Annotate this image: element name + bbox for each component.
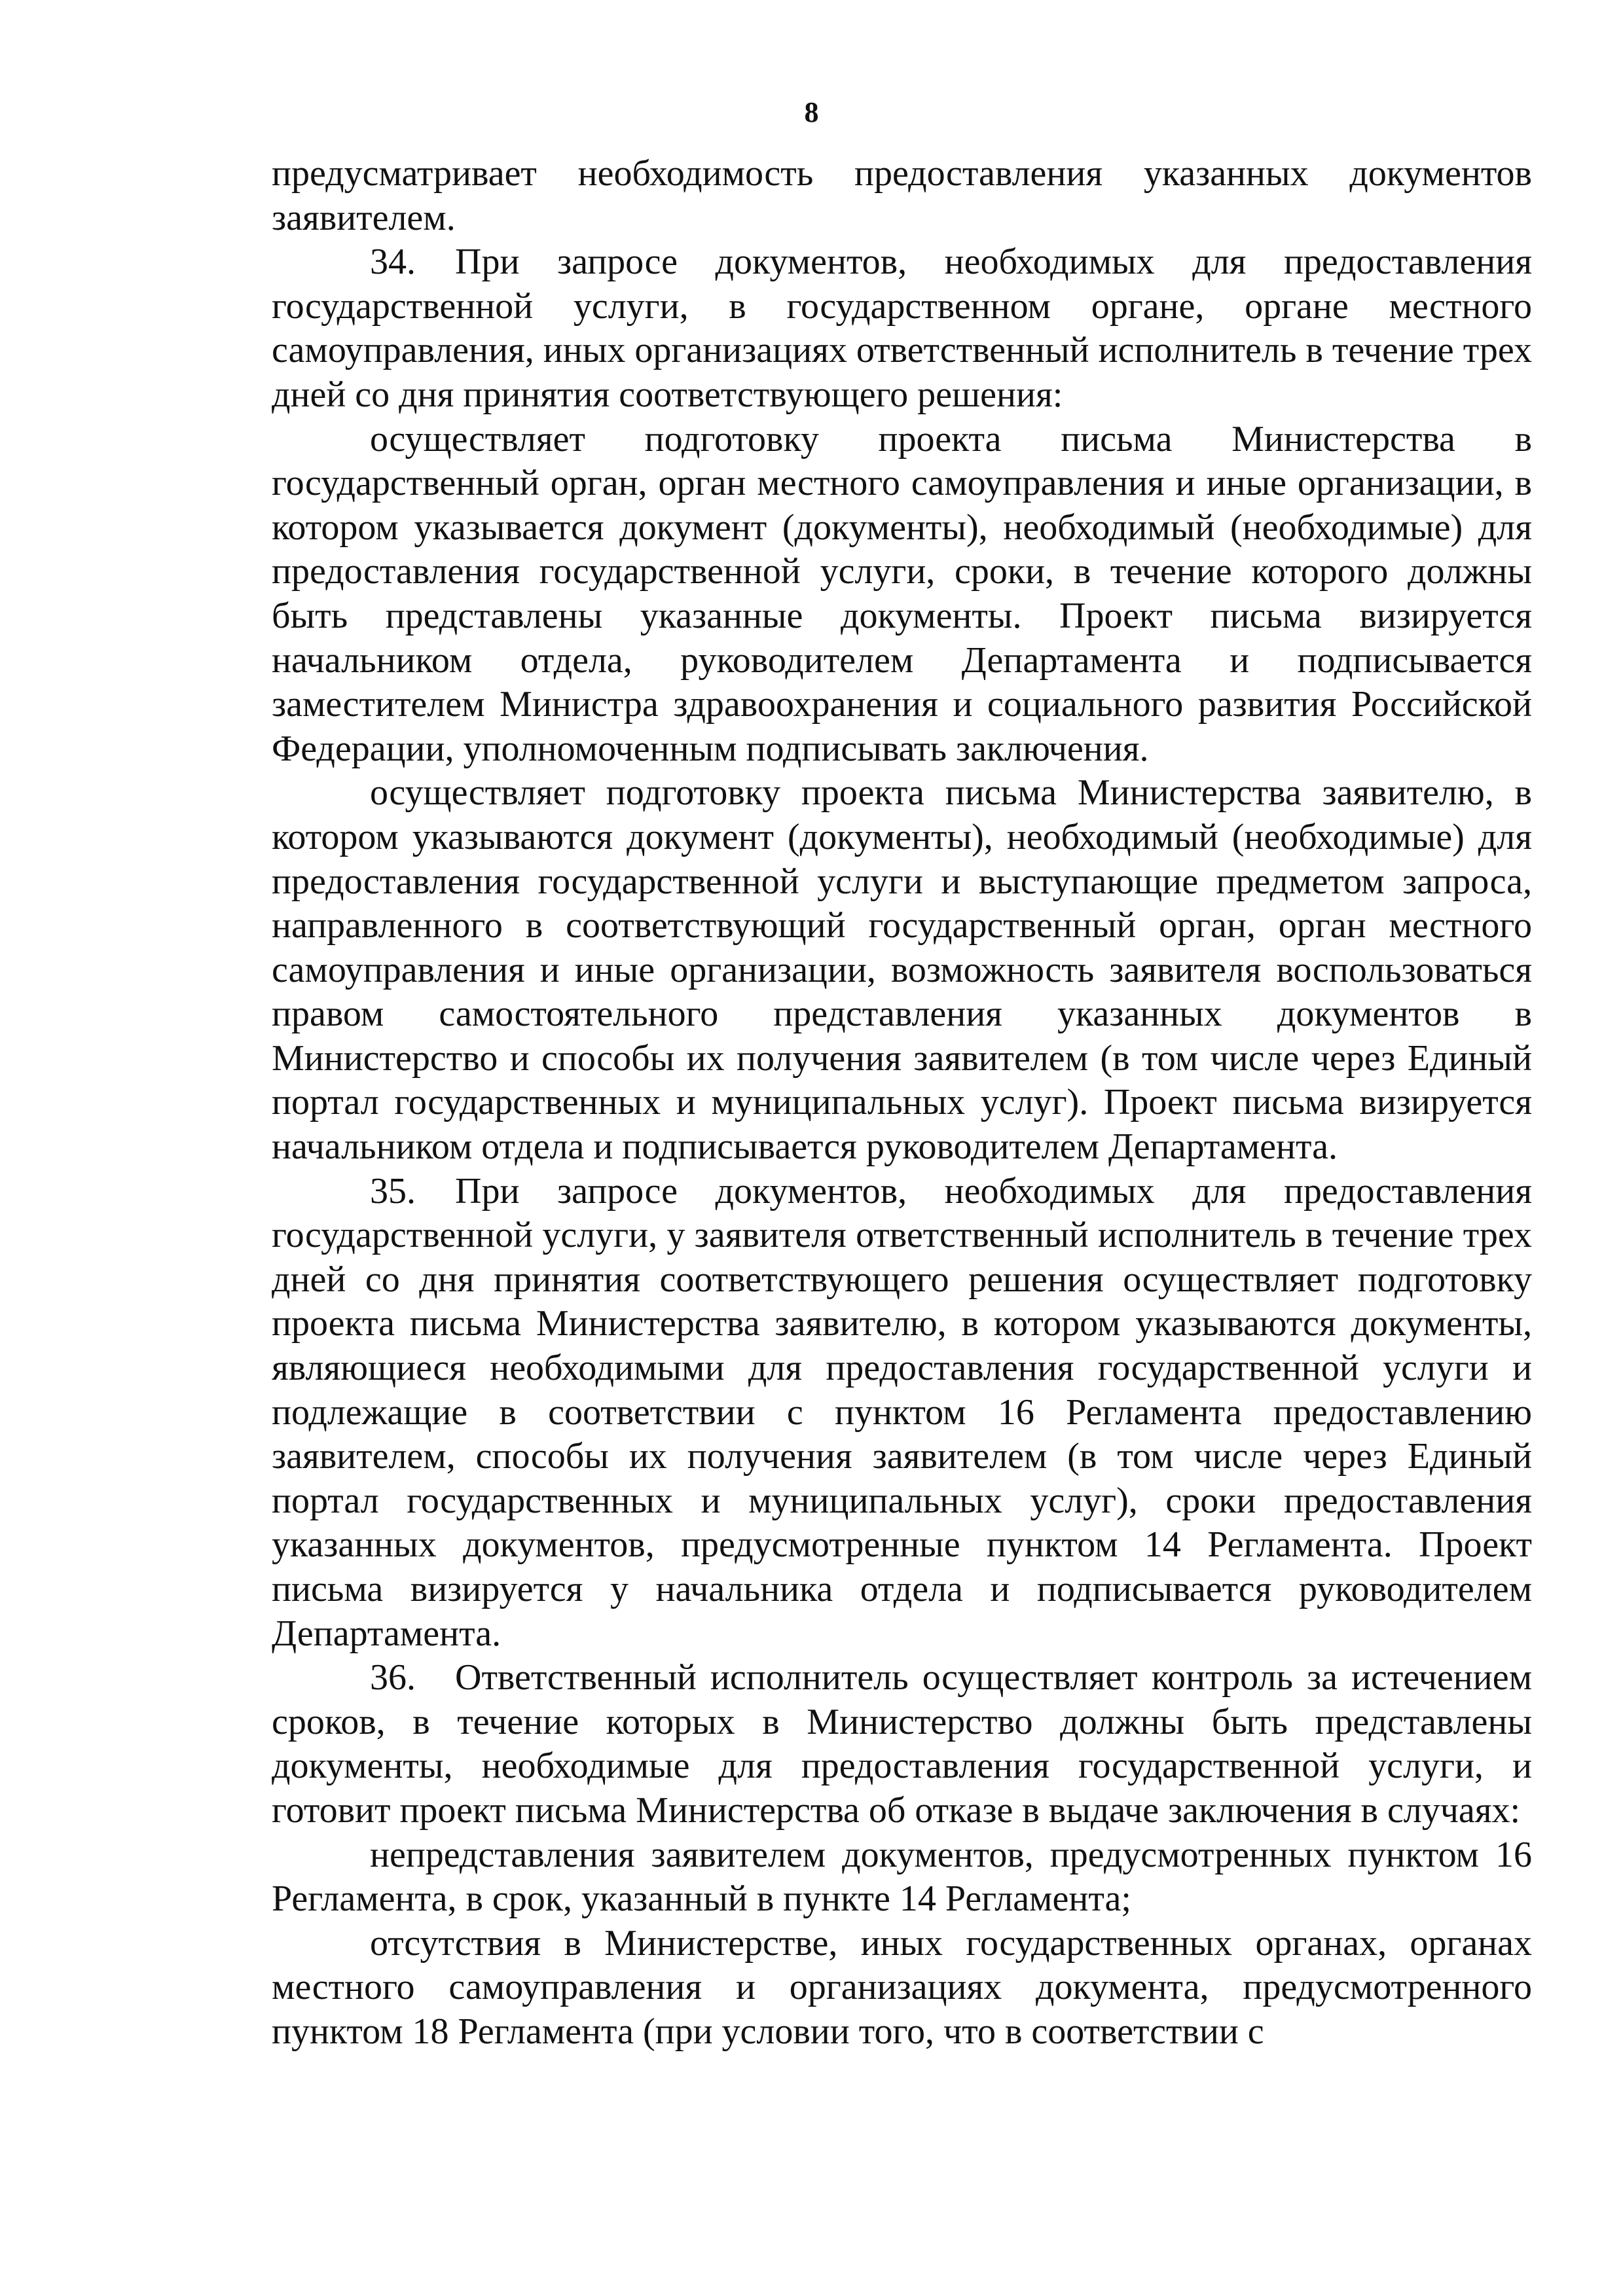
paragraph-35 bbox=[272, 1170, 1532, 1657]
document-body bbox=[272, 152, 1532, 2054]
paragraph-number: 34. bbox=[370, 242, 416, 283]
paragraph-text: При запросе документов, необходимых для предоставления государственной услуги, у заявителя ответственный исполнитель в течение трех дней со дня принятия соответствующего решения осуществляет подготовку проекта письма Министерства заявителю, в котором указываются документы, являющиеся необходимыми для предоставления государственной услуги и подлежащие в соответствии с пунктом 16 Регламента предоставлению заявителем, способы их получения заявителем (в том числе через Единый портал государственных и муниципальных услуг), сроки предоставления указанных документов, предусмотренные пунктом 14 Регламента. Проект письма визируется у начальника отдела и подписывается руководителем Департамента. bbox=[272, 1170, 1532, 1654]
paragraph-text: Ответственный исполнитель осуществляет контроль за истечением сроков, в течение которых в Министерство должны быть представлены документы, необходимые для предоставления государственной услуги, и готовит проект письма Министерства об отказе в выдаче заключения в случаях: bbox=[272, 1657, 1532, 1831]
page-number: 8 bbox=[804, 96, 819, 128]
paragraph-continuation bbox=[272, 152, 1532, 240]
paragraph-36 bbox=[272, 1656, 1532, 1833]
paragraph-number: 36. bbox=[370, 1657, 416, 1698]
paragraph-36-item-1 bbox=[272, 1833, 1532, 1922]
paragraph-34-item-2 bbox=[272, 771, 1532, 1169]
paragraph-text: осуществляет подготовку проекта письма Министерства в государственный орган, орган местного самоуправления и иные организации, в котором указывается документ (документы), необходимый (необходимые) для предоставления государственной услуги, сроки, в течение которого должны быть представлены указанные документы. Проект письма визируется начальником отдела, руководителем Департамента и подписывается заместителем Министра здравоохранения и социального развития Российской Федерации, уполномоченным подписывать заключения. bbox=[272, 418, 1532, 769]
paragraph-36-item-2 bbox=[272, 1922, 1532, 2054]
paragraph-number: 35. bbox=[370, 1170, 416, 1211]
paragraph-text: осуществляет подготовку проекта письма Министерства заявителю, в котором указываются документ (документы), необходимый (необходимые) для предоставления государственной услуги и выступающие предметом запроса, направленного в соответствующий государственный орган, орган местного самоуправления и иные организации, возможность заявителя воспользоваться правом самостоятельного представления указанных документов в Министерство и способы их получения заявителем (в том числе через Единый портал государственных и муниципальных услуг). Проект письма визируется начальником отдела и подписывается руководителем Департамента. bbox=[272, 772, 1532, 1168]
paragraph-text: предусматривает необходимость предоставления указанных документов заявителем. bbox=[272, 153, 1532, 238]
paragraph-34 bbox=[272, 240, 1532, 417]
paragraph-text: При запросе документов, необходимых для предоставления государственной услуги, в государственном органе, органе местного самоуправления, иных организациях ответственный исполнитель в течение трех дней со дня принятия соответствующего решения: bbox=[272, 242, 1532, 415]
paragraph-text: непредставления заявителем документов, предусмотренных пунктом 16 Регламента, в срок, указанный в пункте 14 Регламента; bbox=[272, 1834, 1532, 1920]
paragraph-text: отсутствия в Министерстве, иных государственных органах, органах местного самоуправления и организациях документа, предусмотренного пунктом 18 Регламента (при условии того, что в соответствии с bbox=[272, 1922, 1532, 2052]
paragraph-34-item-1 bbox=[272, 418, 1532, 772]
